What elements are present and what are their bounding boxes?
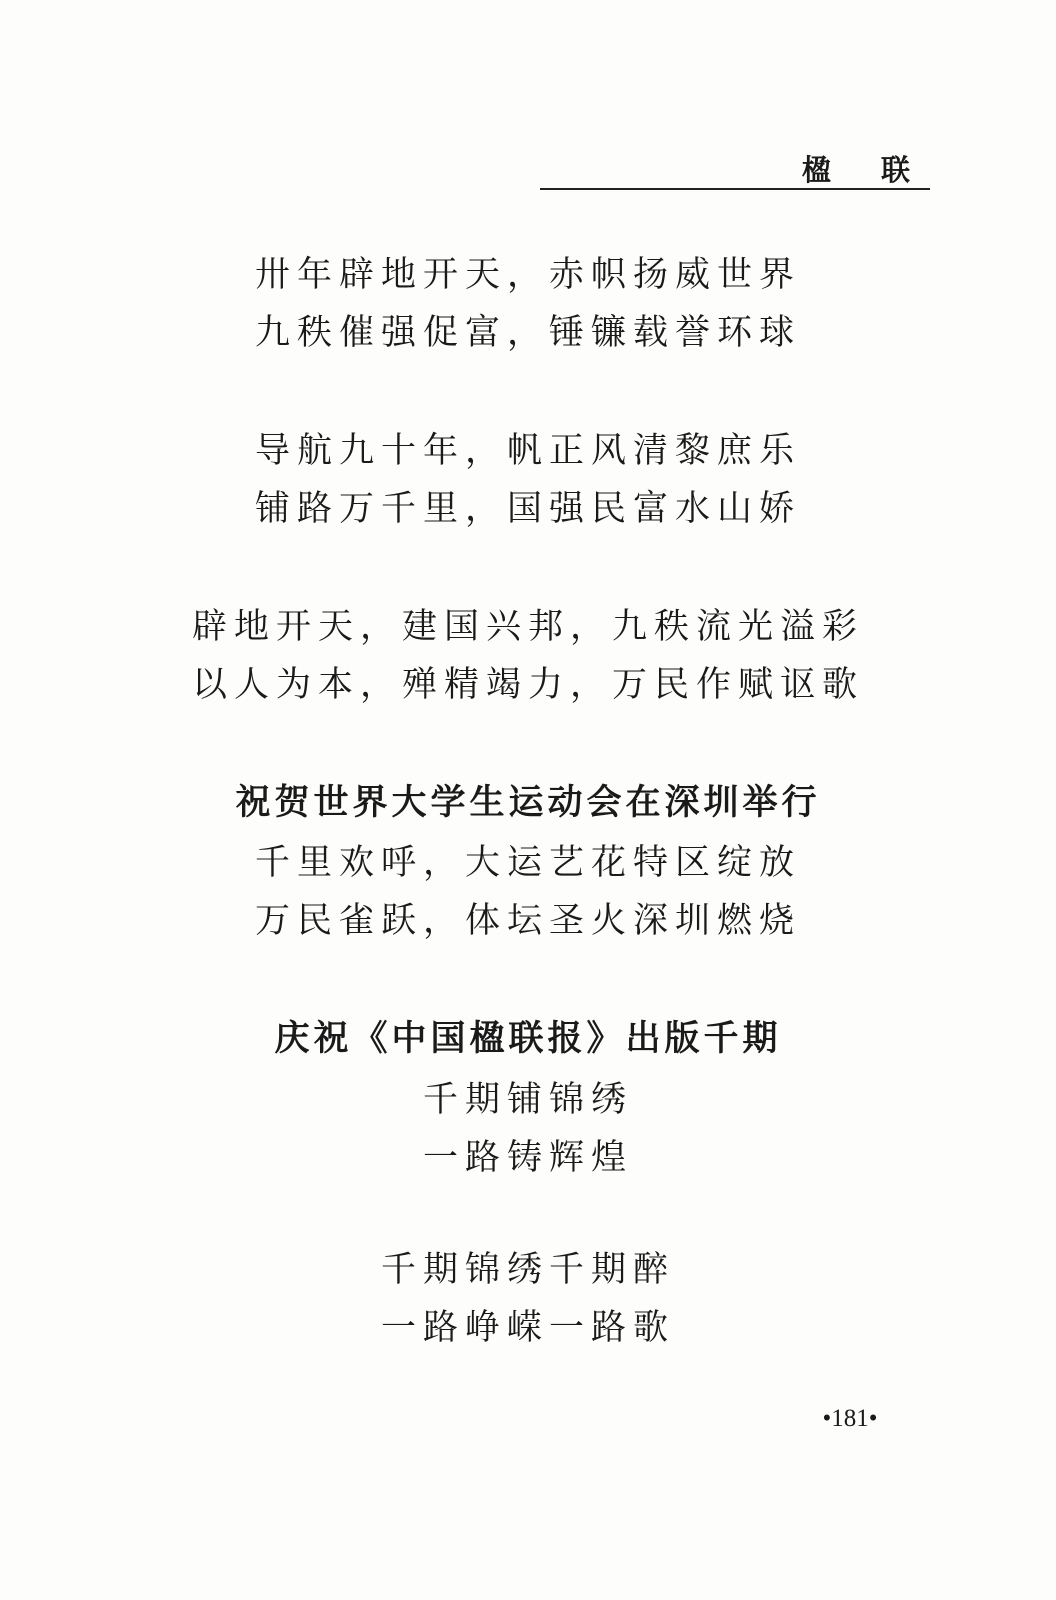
couplet-5-line-1: 千期铺锦绣	[422, 1080, 633, 1120]
couplet-1-line-2: 九秩催强促富，锤镰载誉环球	[254, 313, 801, 353]
couplet-5-title: 庆祝《中国楹联报》出版千期	[274, 1018, 782, 1059]
couplet-6-line-1: 千期锦绣千期醉	[380, 1250, 675, 1290]
header-rule	[540, 188, 930, 190]
couplet-6-line-2: 一路峥嵘一路歌	[380, 1308, 675, 1348]
couplet-3-line-2: 以人为本，殚精竭力，万民作赋讴歌	[191, 665, 864, 705]
couplet-3-line-1: 辟地开天，建国兴邦，九秩流光溢彩	[191, 607, 864, 647]
couplet-4-line-1: 千里欢呼，大运艺花特区绽放	[254, 843, 801, 883]
couplet-5-line-2: 一路铸辉煌	[422, 1138, 633, 1178]
page-number: •181•	[822, 1405, 878, 1432]
couplet-4-title: 祝贺世界大学生运动会在深圳举行	[235, 782, 821, 823]
couplet-4-line-2: 万民雀跃，体坛圣火深圳燃烧	[254, 901, 801, 941]
couplet-2-line-1: 导航九十年，帆正风清黎庶乐	[254, 431, 801, 471]
couplet-1-line-1: 卅年辟地开天，赤帜扬威世界	[254, 255, 801, 295]
running-head: 楹 联	[801, 153, 930, 187]
couplet-2-line-2: 铺路万千里，国强民富水山娇	[254, 489, 801, 529]
